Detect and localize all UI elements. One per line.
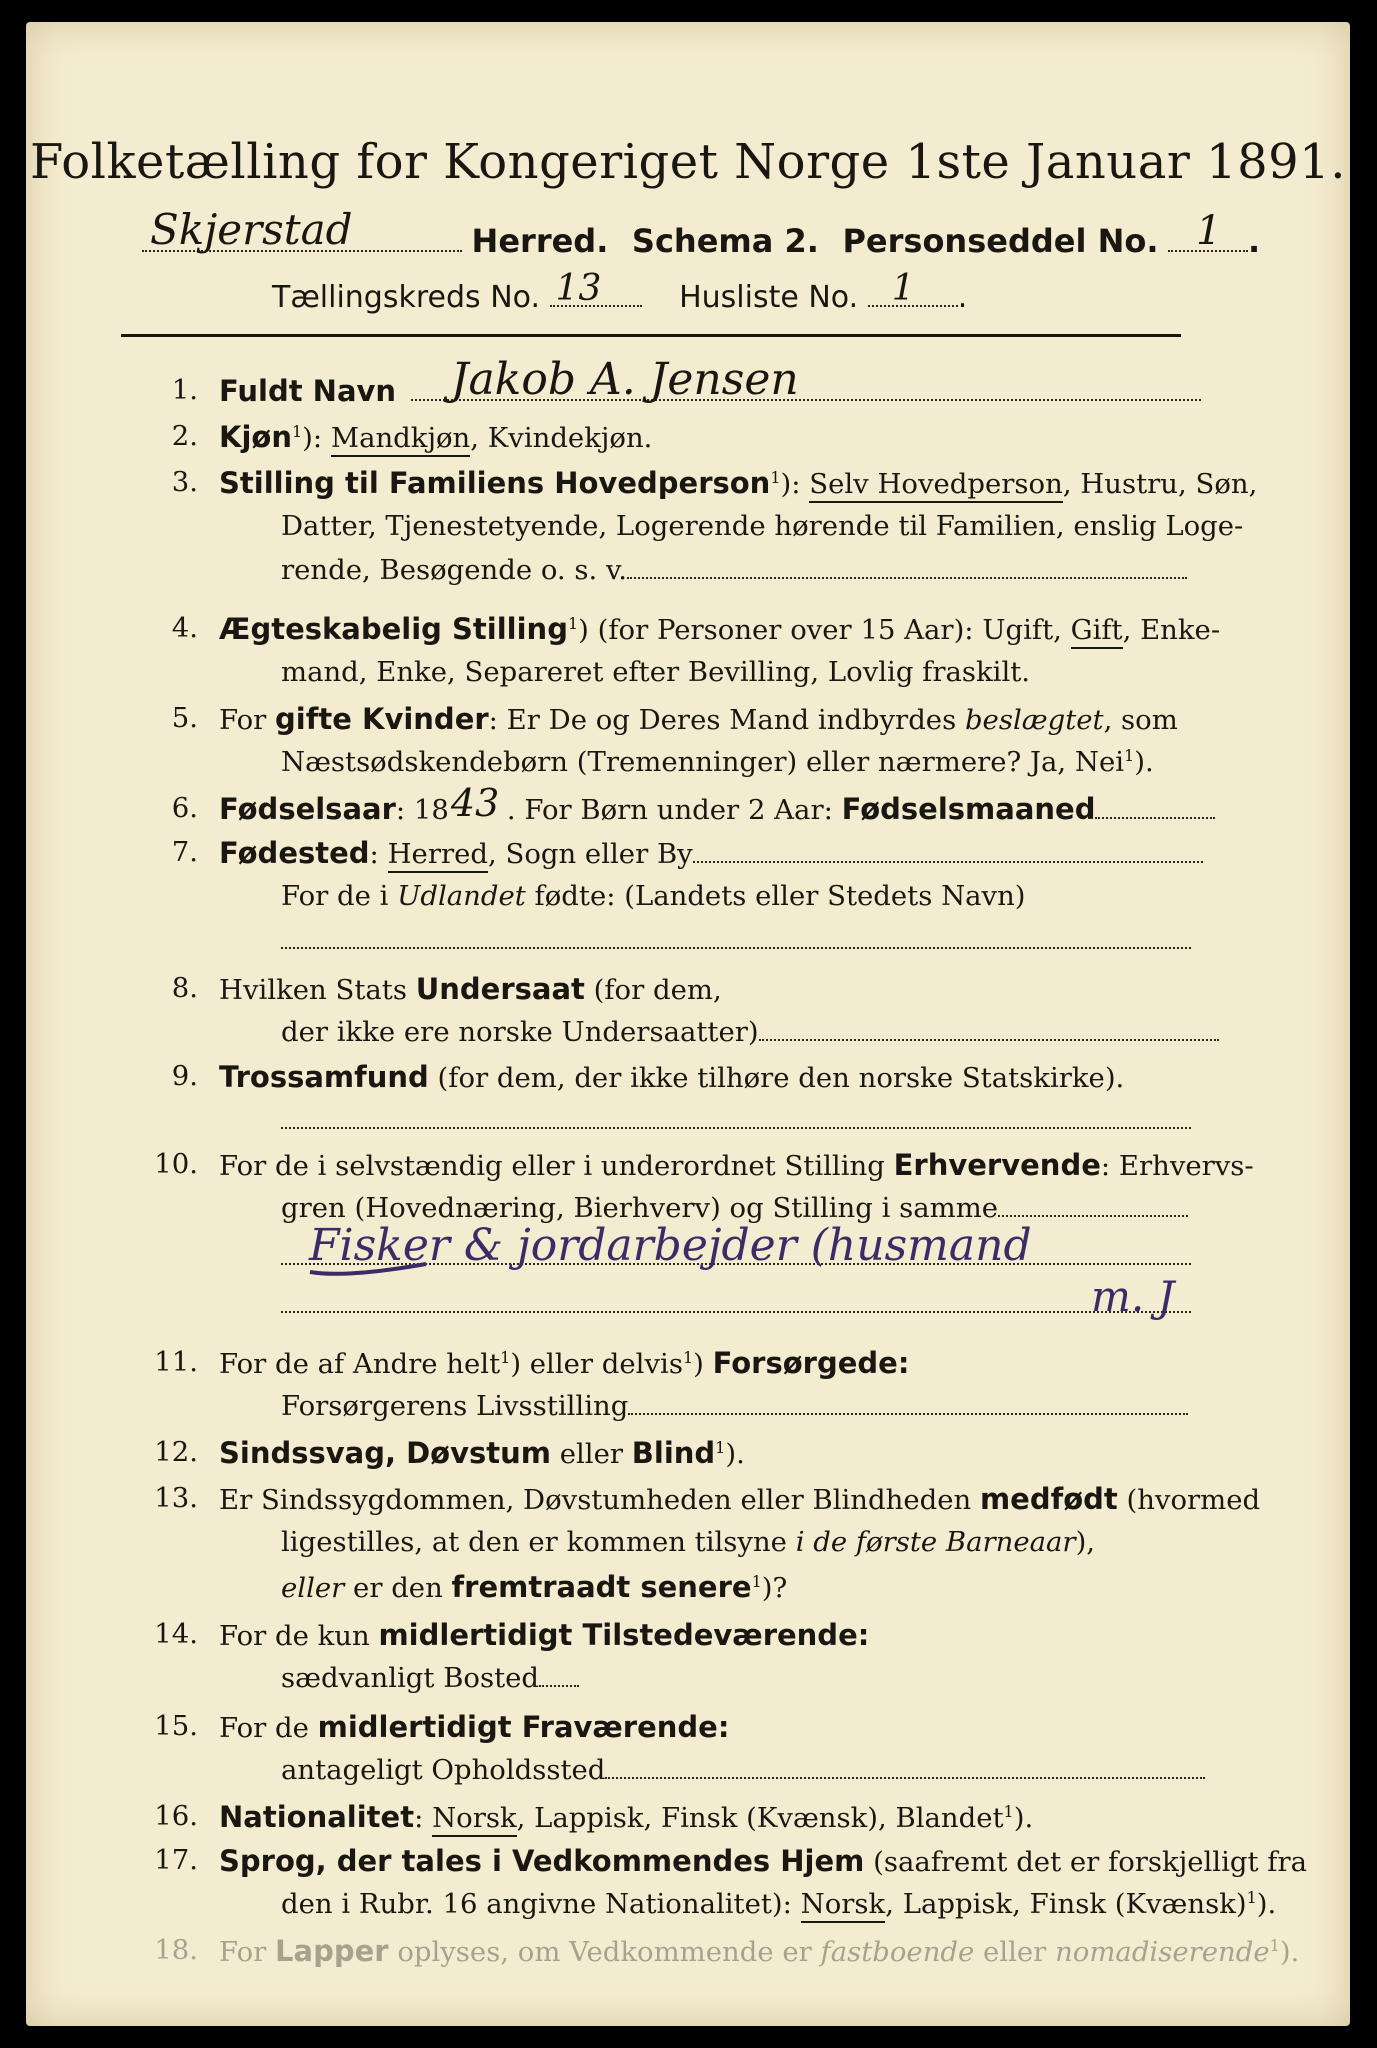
text: , Hustru, Søn, xyxy=(1062,468,1258,500)
kreds-label: Tællingskreds No. xyxy=(272,280,540,315)
occupation-handwritten-value-2: m. J xyxy=(1091,1272,1175,1321)
text: eller xyxy=(281,1572,345,1604)
text: For de xyxy=(219,1712,318,1744)
full-name-label: Fuldt Navn xyxy=(219,374,397,408)
text: : xyxy=(897,1346,910,1380)
text: Forsørgerens Livsstilling xyxy=(281,1390,629,1422)
footnote-mark: 1 xyxy=(770,467,781,487)
census-form-sheet xyxy=(26,22,1350,2026)
nationality-option-norwegian-underlined: Norsk xyxy=(432,1802,517,1837)
text: Hvilken Stats xyxy=(219,974,416,1006)
text: er den xyxy=(344,1572,452,1604)
herred-handwritten-value: Skjerstad xyxy=(150,205,353,254)
text: gren (Hovednæring, Bierhverv) og Stilling i samme xyxy=(281,1192,999,1224)
subject-field xyxy=(759,1039,1219,1041)
text: ): xyxy=(780,468,810,500)
marital-option-married-underlined: Gift xyxy=(1071,614,1123,649)
text: For xyxy=(219,704,276,736)
probable-stay-field xyxy=(605,1777,1205,1779)
blind-label: Blind xyxy=(631,1436,716,1470)
item-number: 17. xyxy=(154,1844,198,1876)
text: Datter, Tjenestetyende, Logerende hørende til Familien, enslig Loge- xyxy=(281,510,1244,542)
form-title: Folketælling for Kongeriget Norge 1ste Januar 1891. xyxy=(30,134,1346,190)
item-number: 14. xyxy=(154,1618,198,1650)
text: For de i xyxy=(281,880,398,912)
text: mand, Enke, Separeret efter Bevilling, Lovlig fraskilt. xyxy=(281,656,1031,688)
footnote-mark: 1 xyxy=(1124,746,1135,765)
text: fødte: (Landets eller Stedets Navn) xyxy=(525,880,1026,912)
marital-label: Ægteskabelig Stilling xyxy=(219,612,568,646)
schema-label: Schema 2. xyxy=(631,222,819,260)
text: ) (for Personer over 15 Aar): Ugift, xyxy=(578,614,1071,646)
later-onset-label: fremtraadt senere xyxy=(451,1570,752,1604)
birthplace-field xyxy=(693,861,1203,863)
item-number: 3. xyxy=(171,466,198,498)
temporary-present-label: midlertidigt Tilstedeværende xyxy=(378,1618,858,1652)
position-option-head-underlined: Selv Hovedperson xyxy=(809,468,1063,503)
item-number: 4. xyxy=(171,612,198,644)
text: ). xyxy=(1013,1802,1034,1834)
header-rule xyxy=(121,334,1181,337)
sex-option-male-underlined: Mandkjøn xyxy=(331,422,470,457)
text: , som xyxy=(1103,704,1178,736)
herred-label: Herred. xyxy=(471,222,609,260)
item-number: 10. xyxy=(154,1148,198,1180)
nationality-label: Nationalitet xyxy=(219,1800,415,1834)
text: , Enke- xyxy=(1122,614,1221,646)
text: (for dem, der ikke tilhøre den norske Statskirke). xyxy=(428,1062,1125,1094)
text: : xyxy=(717,1710,730,1744)
subject-label: Undersaat xyxy=(415,972,585,1006)
item-number: 9. xyxy=(171,1060,198,1092)
text: . For Børn under 2 Aar: xyxy=(506,794,842,826)
footnote-mark: 1 xyxy=(567,613,579,633)
footnote-mark: 1 xyxy=(291,421,303,441)
husliste-label: Husliste No. xyxy=(679,280,859,315)
birth-year-label: Fødselsaar xyxy=(219,792,396,826)
item-number: 8. xyxy=(171,972,198,1004)
text: , Lappisk, Finsk (Kvænsk) xyxy=(885,1888,1247,1921)
text: (hvormed xyxy=(1117,1484,1261,1516)
item-number: 18. xyxy=(154,1934,198,1966)
text: ). xyxy=(1256,1888,1277,1921)
text: der ikke ere norske Undersaatter) xyxy=(281,1016,759,1048)
text: ), xyxy=(1075,1526,1096,1558)
text: ). xyxy=(1279,1936,1300,1968)
text: ): xyxy=(302,422,331,454)
footnote-mark: 1 xyxy=(500,1347,511,1367)
text: (for dem, xyxy=(584,974,722,1006)
provider-occupation-field xyxy=(628,1413,1188,1415)
item-number: 16. xyxy=(154,1800,198,1832)
underline-flourish xyxy=(306,1252,436,1282)
position-label: Stilling til Familiens Hovedperson xyxy=(219,466,771,500)
item-number: 15. xyxy=(154,1710,198,1742)
header-kreds-line: Tællingskreds No. 13 Husliste No. 1 . xyxy=(272,268,968,315)
item-number: 12. xyxy=(154,1436,198,1468)
disability-label: Sindssvag, Døvstum xyxy=(219,1436,551,1470)
personseddel-label: Personseddel No. xyxy=(842,222,1159,260)
text: Næstsødskendebørn (Tremenninger) eller nærmere? Ja, Nei xyxy=(281,746,1125,779)
text: For de af Andre helt xyxy=(219,1348,501,1380)
item-number: 11. xyxy=(154,1346,198,1378)
text: : 18 xyxy=(395,794,449,826)
herred-field xyxy=(142,205,462,254)
occupation-field-start xyxy=(998,1215,1188,1217)
text: oplyses, om Vedkommende er xyxy=(388,1936,821,1968)
husliste-value: 1 xyxy=(891,268,915,309)
footnote-mark: 1 xyxy=(751,1571,762,1591)
usual-residence-field xyxy=(539,1685,579,1687)
supported-label: Forsørgede xyxy=(712,1346,898,1380)
text: ) xyxy=(693,1348,713,1380)
text: : Erhvervs- xyxy=(1100,1150,1254,1182)
footnote-mark: 1 xyxy=(1246,1888,1257,1907)
text: fastboende xyxy=(820,1936,975,1968)
occupation-label: Erhvervende xyxy=(893,1148,1101,1182)
husliste-field xyxy=(868,268,958,309)
lapps-label: Lapper xyxy=(275,1934,389,1968)
text: , Lappisk, Finsk (Kvænsk), Blandet xyxy=(516,1802,1004,1834)
text: , Sogn eller By xyxy=(488,838,693,870)
kreds-value: 13 xyxy=(555,268,602,309)
birth-month-field xyxy=(1095,817,1215,819)
position-other-field xyxy=(627,577,1187,579)
text: ). xyxy=(725,1438,745,1470)
item-number: 2. xyxy=(171,420,198,452)
occupation-field-2 xyxy=(281,1272,1191,1321)
occupation-handwritten-value: Fisker & jordarbejder (husmand xyxy=(309,1220,1032,1271)
congenital-label: medfødt xyxy=(979,1482,1118,1516)
text: den i Rubr. 16 angivne Nationalitet): xyxy=(281,1888,801,1921)
text: antageligt Opholdssted xyxy=(281,1754,606,1786)
religion-field xyxy=(281,1127,1191,1129)
item-number: 6. xyxy=(171,792,198,824)
language-option-norwegian-underlined: Norsk xyxy=(801,1888,886,1923)
language-label: Sprog, der tales i Vedkommendes Hjem xyxy=(219,1844,865,1878)
text: : xyxy=(857,1618,870,1652)
footnote-mark: 1 xyxy=(715,1437,726,1457)
footnote-mark: 1 xyxy=(1269,1935,1280,1955)
text: ). xyxy=(1134,746,1154,779)
text: sædvanligt Bosted xyxy=(281,1662,540,1694)
text: : xyxy=(369,838,388,870)
full-name-field xyxy=(411,354,1201,405)
text: For de i selvstændig eller i underordnet Stilling xyxy=(219,1150,894,1182)
text: Udlandet xyxy=(397,880,526,912)
text: eller xyxy=(974,1936,1056,1968)
text: Er Sindssygdommen, Døvstumheden eller Blindheden xyxy=(219,1484,980,1516)
temporary-absent-label: midlertidigt Fraværende xyxy=(317,1710,718,1744)
footnote-mark: 1 xyxy=(682,1347,694,1367)
married-women-label: gifte Kvinder xyxy=(275,702,489,736)
birthplace-label: Fødested xyxy=(219,836,370,870)
personseddel-value: 1 xyxy=(1196,208,1222,254)
item-number: 13. xyxy=(154,1482,198,1514)
full-name-handwritten-value: Jakob A. Jensen xyxy=(450,354,799,405)
text: : xyxy=(414,1802,433,1834)
text: : Er De og Deres Mand indbyrdes xyxy=(488,704,965,736)
kreds-field xyxy=(550,268,642,309)
text: , Kvindekjøn. xyxy=(470,422,653,454)
item-number: 7. xyxy=(171,836,198,868)
text: ) eller delvis xyxy=(510,1348,683,1380)
birth-year-handwritten-value: 43 xyxy=(450,781,500,825)
religion-label: Trossamfund xyxy=(219,1060,429,1094)
text: )? xyxy=(761,1572,788,1604)
item-number: 5. xyxy=(171,702,198,734)
personseddel-field xyxy=(1168,208,1248,254)
text: ligestilles, at den er kommen tilsyne xyxy=(281,1526,796,1558)
text: beslægtet xyxy=(964,704,1104,736)
text: nomadiserende xyxy=(1055,1936,1270,1968)
text: For xyxy=(219,1936,276,1968)
text: For de kun xyxy=(219,1620,379,1652)
birthplace-option-herred-underlined: Herred xyxy=(388,838,488,873)
sex-label: Kjøn xyxy=(219,420,292,454)
text: eller xyxy=(551,1438,632,1470)
text: (saafremt det er forskjelligt fra xyxy=(864,1846,1307,1878)
text: i de første Barneaar xyxy=(795,1526,1076,1558)
text: rende, Besøgende o. s. v. xyxy=(281,554,628,586)
footnote-mark: 1 xyxy=(1003,1801,1014,1821)
item-number: 1. xyxy=(171,374,198,406)
header-herred-line: Skjerstad Herred. Schema 2. Personseddel No. 1 . xyxy=(142,222,1260,260)
foreign-birthplace-field xyxy=(281,947,1191,949)
birth-month-label: Fødselsmaaned xyxy=(841,792,1096,826)
